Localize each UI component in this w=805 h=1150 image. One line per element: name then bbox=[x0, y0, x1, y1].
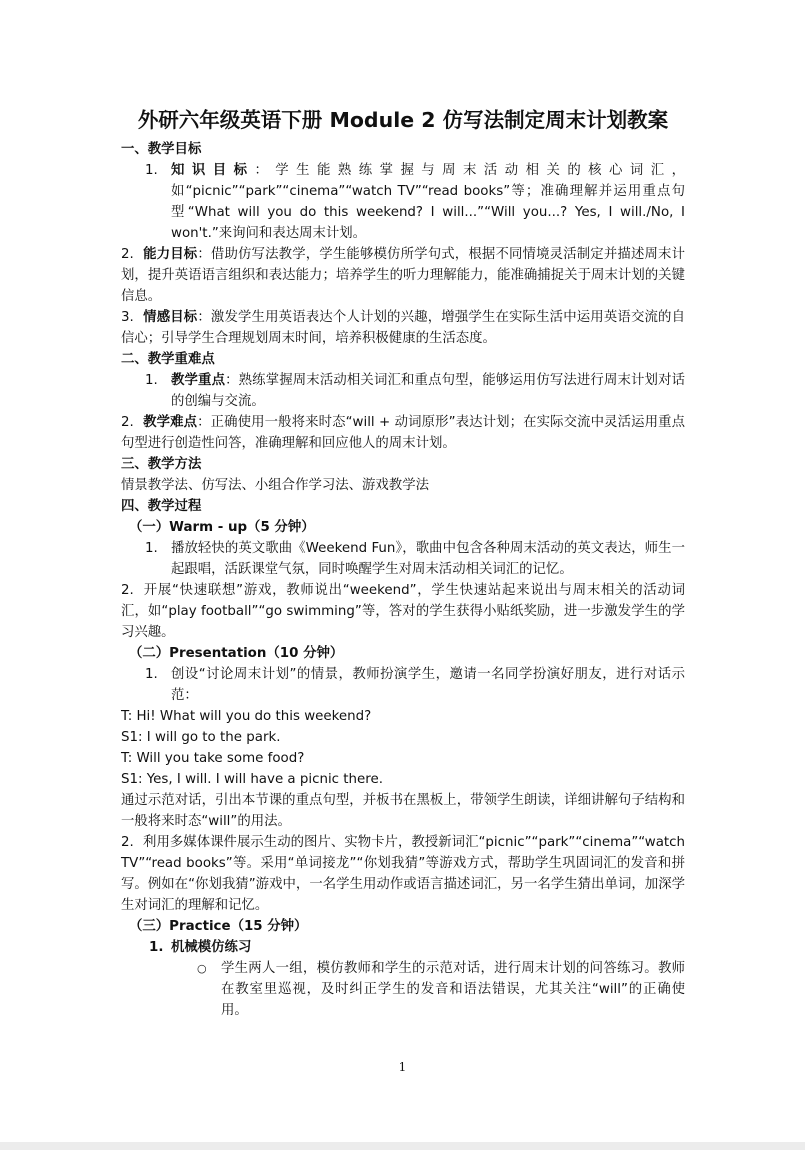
section-heading: 三、教学方法 bbox=[121, 457, 202, 472]
list-number: 1. bbox=[145, 163, 158, 178]
item-text: 播放轻快的英文歌曲《Weekend Fun》，歌曲中包含各种周末活动的英文表达，师生一起跟唱，活跃课堂气氛，同时唤醒学生对周末活动相关词汇的记忆。 bbox=[171, 541, 685, 577]
page-number: 1 bbox=[398, 1060, 407, 1074]
section-heading: 二、教学重难点 bbox=[121, 352, 215, 367]
item-label: 教学难点 bbox=[143, 415, 198, 430]
list-item bbox=[121, 937, 685, 958]
item-text: 学生两人一组，模仿教师和学生的示范对话，进行周末计划的问答练习。教师在教室里巡视，及时纠正学生的发音和语法错误，尤其关注“will”的正确使用。 bbox=[221, 961, 685, 1018]
paragraph: 通过示范对话，引出本节课的重点句型，并板书在黑板上，带领学生朗读，详细讲解句子结构和一般将来时态“will”的用法。 bbox=[121, 793, 685, 829]
dialogue-line: S1: I will go to the park. bbox=[121, 730, 281, 745]
item-text: ：正确使用一般将来时态“will + 动词原形”表达计划；在实际交流中灵活运用重点句型进行创造性问答，准确理解和回应他人的周末计划。 bbox=[121, 415, 686, 451]
subsection-heading: （一）Warm - up（5 分钟） bbox=[129, 520, 315, 535]
item-text: ：学生能熟练掌握与周末活动相关的核心词汇，如“picnic”“park”“cinema”“watch TV”“read books”等；准确理解并运用重点句型“What will you do this weekend? I will...”“Will you...? Yes, I will./No, I won't.”来询问和表达周末计划。 bbox=[171, 163, 686, 241]
page-bottom-edge bbox=[0, 1142, 805, 1150]
dialogue-line: S1: Yes, I will. I will have a picnic there. bbox=[121, 772, 383, 787]
paragraph bbox=[121, 244, 685, 307]
list-item bbox=[121, 160, 685, 244]
paragraph bbox=[121, 412, 685, 454]
paragraph: 情景教学法、仿写法、小组合作学习法、游戏教学法 bbox=[121, 478, 429, 493]
paragraph bbox=[121, 580, 685, 643]
item-label: 教学重点 bbox=[171, 373, 226, 388]
item-label: 知识目标 bbox=[171, 163, 255, 178]
list-number: 1. bbox=[149, 940, 164, 955]
page-title: 外研六年级英语下册 Module 2 仿写法制定周末计划教案 bbox=[137, 108, 669, 132]
item-label: 能力目标 bbox=[143, 247, 198, 262]
list-number: 2. bbox=[121, 583, 134, 598]
item-text: 开展“快速联想”游戏，教师说出“weekend”，学生快速站起来说出与周末相关的活动词汇，如“play football”“go swimming”等，答对的学生获得小贴纸奖励，进一步激发学生的学习兴趣。 bbox=[121, 583, 685, 640]
item-text: 利用多媒体课件展示生动的图片、实物卡片，教授新词汇“picnic”“park”“cinema”“watch TV”“read books”等。采用“单词接龙”“你划我猜”等游戏方式，帮助学生巩固词汇的发音和拼写。例如在“你划我猜”游戏中，一名学生用动作或语言描述词汇，另一名学生猜出单词，加深学生对词汇的理解和记忆。 bbox=[121, 835, 685, 913]
list-item bbox=[121, 958, 685, 1021]
item-label: 情感目标 bbox=[143, 310, 198, 325]
document-body bbox=[121, 105, 685, 1021]
list-item bbox=[121, 538, 685, 580]
item-text: ：借助仿写法教学，学生能够模仿所学句式，根据不同情境灵活制定并描述周末计划，提升英语语言组织和表达能力；培养学生的听力理解能力，能准确捕捉关于周末计划的关键信息。 bbox=[121, 247, 685, 304]
list-item bbox=[121, 370, 685, 412]
section-heading: 一、教学目标 bbox=[121, 142, 202, 157]
item-text: ：激发学生用英语表达个人计划的兴趣，增强学生在实际生活中运用英语交流的自信心；引导学生合理规划周末时间，培养积极健康的生活态度。 bbox=[121, 310, 685, 346]
section-heading: 四、教学过程 bbox=[121, 499, 202, 514]
subsection-heading: （三）Practice（15 分钟） bbox=[129, 919, 308, 934]
paragraph bbox=[121, 832, 685, 916]
circle-bullet-icon: ○ bbox=[197, 962, 207, 975]
list-number: 3. bbox=[121, 310, 134, 325]
list-number: 2. bbox=[121, 247, 134, 262]
paragraph bbox=[121, 307, 685, 349]
item-text: 机械模仿练习 bbox=[171, 940, 252, 955]
list-number: 1. bbox=[145, 667, 158, 682]
dialogue-line: T: Will you take some food? bbox=[121, 751, 305, 766]
subsection-heading: （二）Presentation（10 分钟） bbox=[129, 646, 344, 661]
list-number: 2. bbox=[121, 835, 134, 850]
dialogue-line: T: Hi! What will you do this weekend? bbox=[121, 709, 372, 724]
list-number: 2. bbox=[121, 415, 134, 430]
list-number: 1. bbox=[145, 541, 158, 556]
item-text: ：熟练掌握周末活动相关词汇和重点句型，能够运用仿写法进行周末计划对话的创编与交流。 bbox=[171, 373, 686, 409]
list-number: 1. bbox=[145, 373, 158, 388]
list-item bbox=[121, 664, 685, 706]
item-text: 创设“讨论周末计划”的情景，教师扮演学生，邀请一名同学扮演好朋友，进行对话示范： bbox=[171, 667, 685, 703]
